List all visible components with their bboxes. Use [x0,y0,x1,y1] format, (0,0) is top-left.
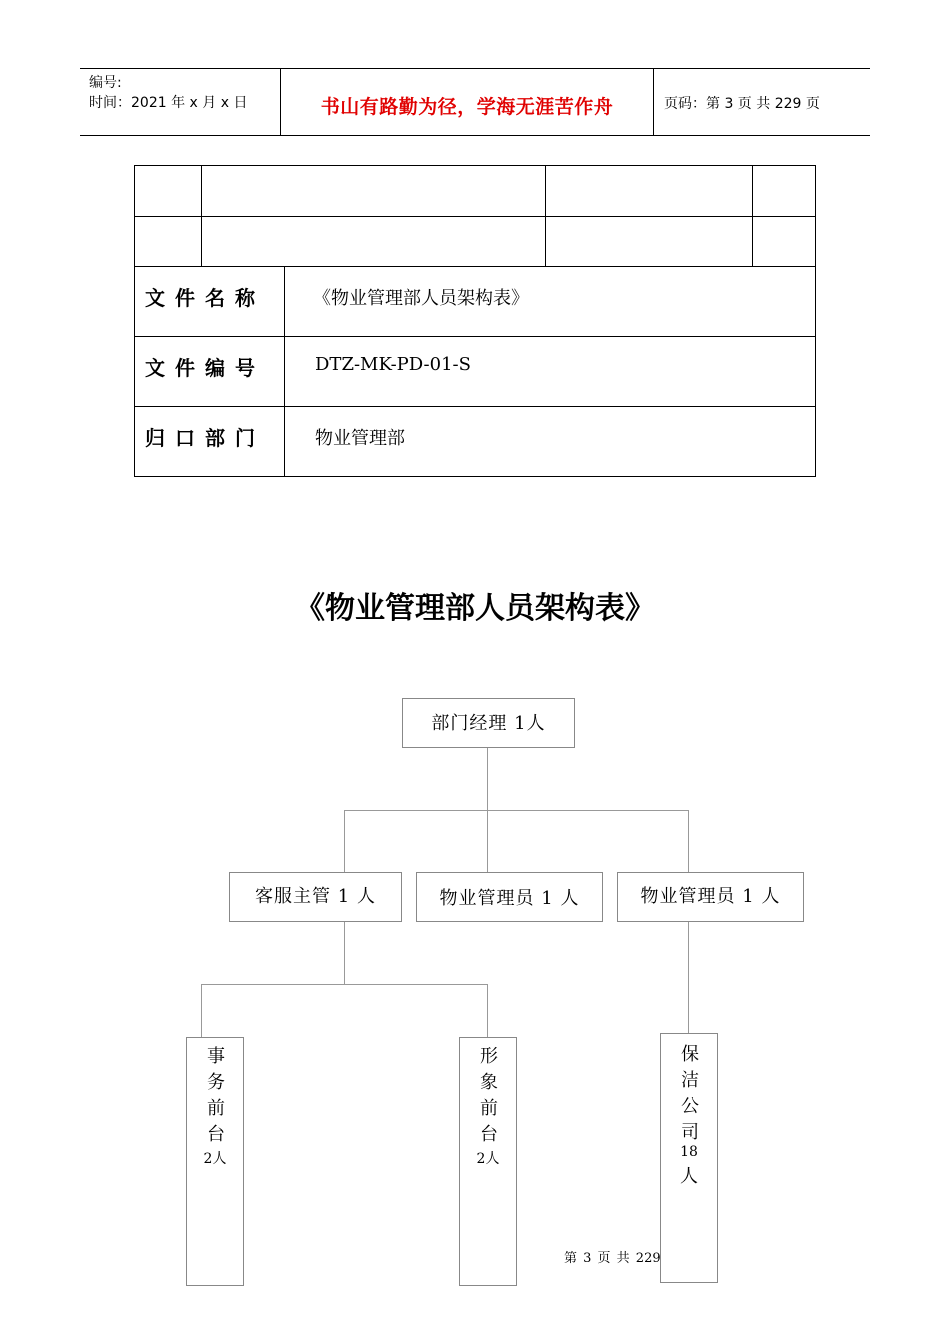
org-node-cleaning-company-count: 18 [680,1144,698,1160]
org-node-property-admin-1-label: 物业管理员 1 人 [439,888,580,909]
header-number-label: 编号: [89,75,122,91]
org-node-cs-supervisor [229,872,402,922]
org-node-affairs-desk-label: 事务前台 [207,1046,225,1145]
org-node-affairs-desk [186,1037,244,1286]
org-node-manager [402,698,575,748]
org-node-image-desk-count: 2人 [476,1151,500,1167]
org-node-cs-supervisor-label: 客服主管 1 人 [255,886,376,907]
org-node-image-desk-label: 形象前台 [480,1046,498,1145]
org-node-cleaning-company-unit: 人 [680,1166,698,1187]
org-node-property-admin-2 [617,872,804,922]
department-label: 归口部门 [145,426,265,450]
org-node-cleaning-company-label: 保洁公司 [681,1044,699,1143]
page-header [80,68,870,136]
header-time: 时间：2021 年 x 月 x 日 [89,95,248,111]
org-node-image-desk [459,1037,517,1286]
org-node-property-admin-2-label: 物业管理员 1 人 [640,886,781,907]
file-name-label: 文件名称 [145,286,265,310]
org-node-cleaning-company [660,1033,718,1283]
document-title: 《物业管理部人员架构表》 [295,591,655,626]
file-number-label: 文件编号 [145,356,265,380]
file-name-value: 《物业管理部人员架构表》 [313,288,529,309]
file-number-value: DTZ-MK-PD-01-S [315,354,471,375]
header-motto-cell [281,69,654,135]
document-info-table [134,165,816,477]
page-footer: 第 3 页 共 229 [564,1251,661,1266]
header-motto: 书山有路勤为径，学海无涯苦作舟 [320,96,614,118]
header-meta [80,69,281,135]
org-node-manager-label: 部门经理 1人 [431,713,546,734]
org-node-affairs-desk-count: 2人 [203,1151,227,1167]
org-node-property-admin-1 [416,872,603,922]
department-value: 物业管理部 [315,428,405,449]
header-page-number: 页码：第 3 页 共 229 页 [664,96,820,112]
